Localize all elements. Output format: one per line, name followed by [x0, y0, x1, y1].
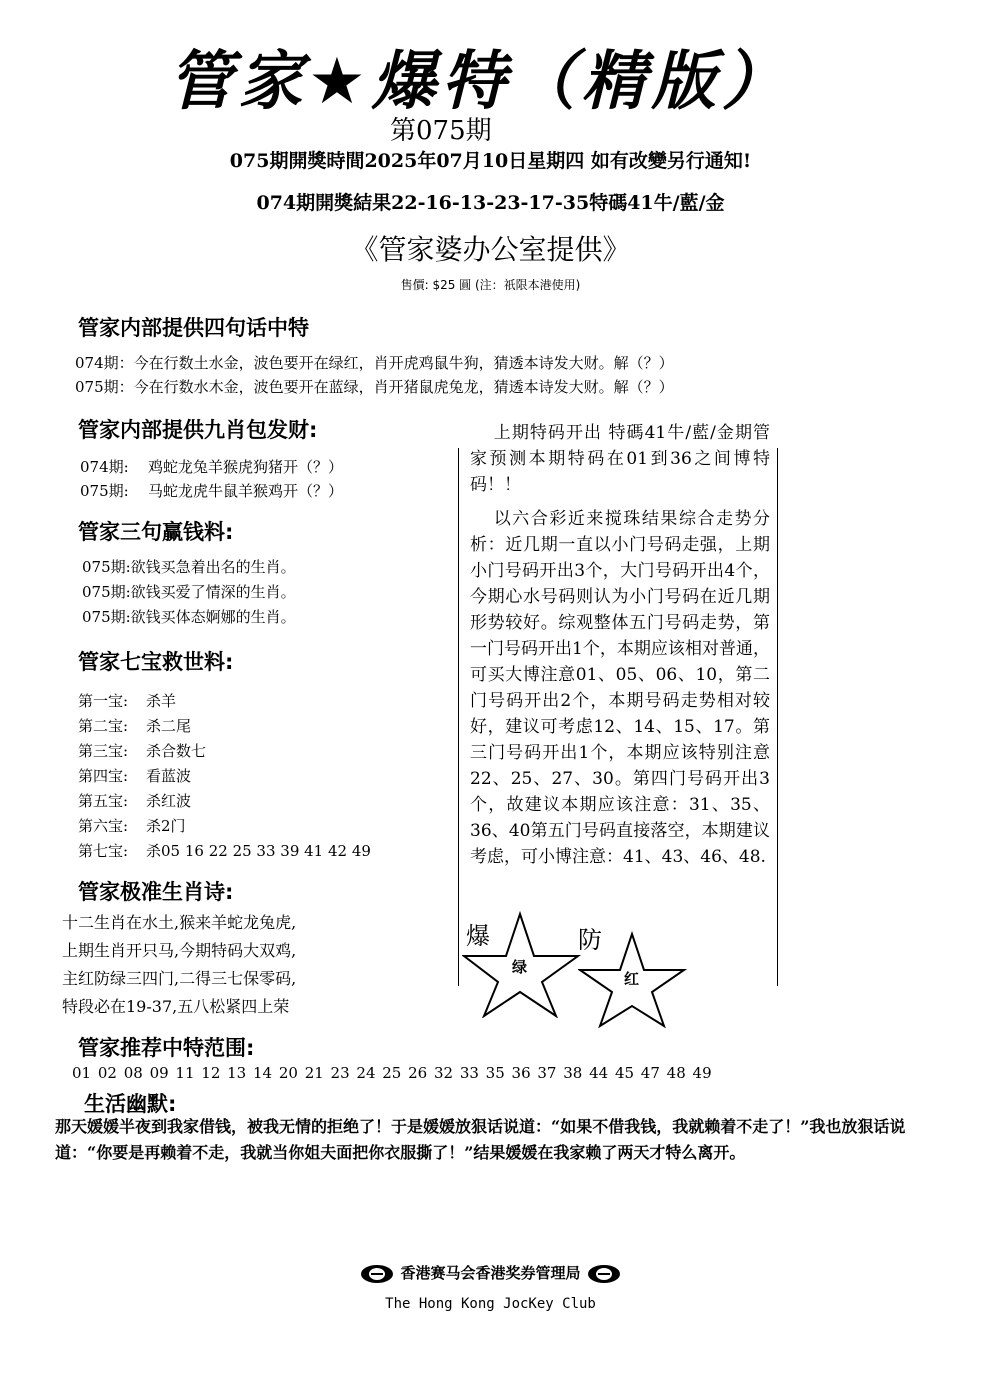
- treasure-label: 第三宝:: [78, 742, 129, 760]
- analysis-paragraph: 以六合彩近来搅珠结果综合走势分析：近几期一直以小门号码走强，上期小门号码开出3个，大门号码开出4个，今期心水号码则认为小门号码在近几期形势较好。综观整体五门号码走势，第一门号码开出1个，本期应该相对普通，可买大博注意01、05、06、10，第二门号码开出2个，本期号码走势相对较好，建议可考虑12、14、15、17。第三门号码开出1个，本期应该特别注意22、25、27、30。第四门号码开出3个，故建议本期应该注意：31、35、36、40第五门号码直接落空，本期建议考虑，可小博注意：41、43、46、48.: [470, 509, 770, 867]
- treasure-value: 杀羊: [146, 692, 177, 710]
- poem-line: 特段必在19-37,五八松紧四上荣: [62, 997, 290, 1016]
- page-title: 管家★爆特（精版）: [168, 45, 792, 119]
- poem-line: 主红防绿三四门,二得三七保零码,: [62, 969, 297, 988]
- poem-line: 上期生肖开只马,今期特码大双鸡,: [62, 941, 297, 960]
- last-result: 074期開獎結果22-16-13-23-17-35特碼41牛/藍/金: [256, 192, 725, 214]
- treasure-label: 第四宝:: [78, 767, 129, 785]
- range-numbers: 01 02 08 09 11 12 13 14 20 21 23 24 25 26 32 33 35 36 37 38 44 45 47 48 49: [72, 1064, 712, 1082]
- left-star-label: 爆: [466, 922, 490, 950]
- humor-text: 那天媛媛半夜到我家借钱，被我无情的拒绝了！于是媛媛放狠话说道：“如果不借我钱，我就赖着不走了！”我也放狠话说道：“你要是再赖着不走，我就当你姐夫面把你衣服撕了！”结果媛媛在我家赖了两天才特么离开。: [55, 1117, 906, 1162]
- treasure-label: 第五宝:: [78, 792, 129, 810]
- nine-zodiac-value: 鸡蛇龙兔羊猴虎狗猪开（？）: [148, 458, 344, 476]
- seven-treasures-title: 管家七宝救世料:: [78, 650, 234, 674]
- four-lines-row: 074期：今在行数土水金，波色要开在绿红，肖开虎鸡鼠牛狗，猜透本诗发大财。解（？）: [75, 354, 674, 372]
- three-lines-row: 075期:欲钱买急着出名的生肖。: [82, 558, 296, 576]
- price-note: 售價: $25 圓 (注：祇限本港使用): [400, 278, 581, 292]
- treasure-value: 杀二尾: [146, 717, 192, 735]
- footer-org-line: [0, 1262, 981, 1285]
- right-star-label: 防: [578, 926, 602, 954]
- nine-zodiac-label: 074期:: [80, 458, 129, 476]
- treasure-value: 杀05 16 22 25 33 39 41 42 49: [146, 842, 371, 860]
- nine-zodiac-title: 管家内部提供九肖包发财:: [78, 418, 318, 442]
- humor-title: 生活幽默:: [84, 1092, 177, 1116]
- treasure-label: 第六宝:: [78, 817, 129, 835]
- treasure-label: 第二宝:: [78, 717, 129, 735]
- treasure-value: 看蓝波: [146, 767, 192, 785]
- jockey-club-logo-icon: [586, 1263, 622, 1285]
- provider: 《管家婆办公室提供》: [350, 233, 631, 266]
- footer-club: The Hong Kong JocKey Club: [385, 1296, 596, 1312]
- treasure-value: 杀2门: [146, 817, 186, 835]
- treasure-value: 杀红波: [146, 792, 192, 810]
- range-title: 管家推荐中特范围:: [78, 1036, 255, 1060]
- nine-zodiac-label: 075期:: [80, 482, 129, 500]
- analysis-paragraph: 上期特码开出 特碼41牛/藍/金期管家预测本期特码在01到36之间博特码！！: [470, 423, 770, 495]
- three-lines-row: 075期:欲钱买体态婀娜的生肖。: [82, 608, 296, 626]
- issue-number: 第075期: [390, 116, 492, 146]
- left-star-inner: 绿: [512, 958, 528, 976]
- right-star-inner: 红: [624, 970, 640, 988]
- three-lines-title: 管家三句赢钱料:: [78, 520, 234, 544]
- draw-time-notice: 075期開獎時間2025年07月10日星期四 如有改變另行通知!: [229, 150, 752, 172]
- nine-zodiac-value: 马蛇龙虎牛鼠羊猴鸡开（？）: [148, 482, 344, 500]
- treasure-value: 杀合数七: [146, 742, 207, 760]
- poem-line: 十二生肖在水土,猴来羊蛇龙兔虎,: [62, 913, 297, 932]
- poem-title: 管家极准生肖诗:: [78, 880, 234, 904]
- four-lines-row: 075期：今在行数水木金，波色要开在蓝绿，肖开猪鼠虎兔龙，猜透本诗发大财。解（？）: [75, 378, 674, 396]
- four-lines-title: 管家内部提供四句话中特: [78, 316, 309, 340]
- treasure-label: 第七宝:: [78, 842, 129, 860]
- three-lines-row: 075期:欲钱买爱了情深的生肖。: [82, 583, 296, 601]
- analysis-text: [470, 420, 770, 870]
- jockey-club-logo-icon: [359, 1263, 395, 1285]
- footer-org: 香港赛马会香港奖券管理局: [400, 1264, 581, 1282]
- treasure-label: 第一宝:: [78, 692, 129, 710]
